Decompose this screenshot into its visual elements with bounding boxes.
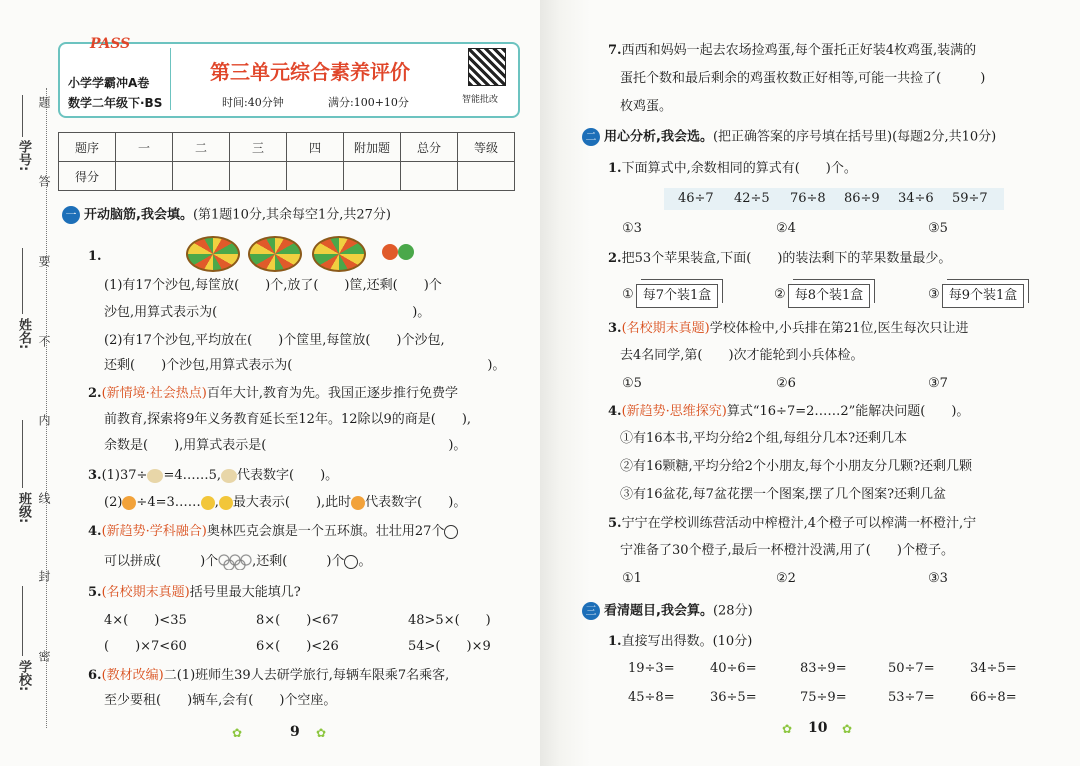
question-3-line2 bbox=[104, 494, 466, 512]
question-text: ,还剩( )个 bbox=[252, 554, 345, 569]
student-id-label: 学号: bbox=[16, 140, 31, 172]
question-2 bbox=[88, 385, 458, 403]
score-row-label: 得分 bbox=[59, 162, 116, 191]
seal-char: 密 bbox=[37, 650, 51, 662]
sprout-icon: ✿ bbox=[316, 726, 327, 740]
option[interactable]: ③7 bbox=[928, 376, 948, 391]
expression: 86÷9 bbox=[844, 191, 880, 206]
question-text: 枚鸡蛋。 bbox=[620, 99, 673, 114]
calc-item: 40÷6= bbox=[710, 661, 757, 676]
s2-question-5 bbox=[608, 515, 976, 533]
owl-icon bbox=[351, 496, 365, 510]
seal-char: 要 bbox=[37, 255, 51, 267]
option[interactable]: ② bbox=[774, 287, 786, 302]
brand-logo: PASS bbox=[90, 36, 131, 52]
question-text: 余数是( ),用算式表示是( )。 bbox=[104, 438, 467, 453]
calc-item: 83÷9= bbox=[800, 661, 847, 676]
box-option[interactable]: 每8个装1盒 bbox=[788, 284, 870, 308]
question-text: =4……5, bbox=[163, 468, 222, 483]
question-text: 沙包,用算式表示为( )。 bbox=[104, 305, 431, 320]
inequality-item: 54>( )×9 bbox=[408, 639, 491, 654]
question-text: 把53个苹果装盒,下面( )的装法剩下的苹果数量最少。 bbox=[621, 251, 952, 266]
question-number: 3. bbox=[608, 321, 622, 336]
sandbag-image bbox=[382, 244, 398, 260]
question-3-line1 bbox=[88, 467, 338, 485]
question-text: (1)37÷ bbox=[101, 468, 148, 483]
question-text: 学校体检中,小兵排在第21位,医生每次只让进 bbox=[709, 321, 969, 336]
seal-char: 线 bbox=[37, 492, 51, 504]
calc-item: 75÷9= bbox=[800, 690, 847, 705]
sprout-icon: ✿ bbox=[842, 722, 853, 736]
section-1-heading bbox=[62, 206, 391, 225]
section-note: (第1题10分,其余每空1分,共27分) bbox=[192, 207, 391, 223]
page-title: 第三单元综合素养评价 bbox=[210, 60, 410, 84]
question-text: 代表数字( )。 bbox=[237, 468, 339, 483]
option[interactable]: ① bbox=[622, 287, 634, 302]
monkey-icon bbox=[201, 496, 215, 510]
question-number: 6. bbox=[88, 668, 102, 683]
question-text: 百年大计,教育为先。我国正逐步推行免费学 bbox=[206, 386, 458, 401]
question-text: 代表数字( )。 bbox=[365, 495, 467, 510]
qr-label: 智能批改 bbox=[462, 95, 499, 105]
calc-item: 53÷7= bbox=[888, 690, 935, 705]
ring-icon bbox=[344, 555, 358, 569]
score-cell[interactable] bbox=[230, 162, 287, 191]
owl-icon bbox=[122, 496, 136, 510]
option[interactable]: ①3 bbox=[622, 221, 642, 236]
inequality-item: 8×( )<67 bbox=[256, 613, 339, 628]
section-3-heading bbox=[582, 602, 753, 621]
fill-line bbox=[22, 420, 23, 488]
sprout-icon: ✿ bbox=[782, 722, 793, 736]
s3-question-1 bbox=[608, 633, 752, 651]
question-text: (2) bbox=[104, 495, 123, 510]
box-option[interactable]: 每9个装1盒 bbox=[942, 284, 1024, 308]
option[interactable]: ②4 bbox=[776, 221, 796, 236]
question-number: 1. bbox=[608, 634, 622, 649]
option[interactable]: ②2 bbox=[776, 571, 796, 586]
score-cell[interactable] bbox=[458, 162, 515, 191]
question-number: 7. bbox=[608, 43, 622, 58]
option[interactable]: ③有16盆花,每7盆花摆一个图案,摆了几个图案?还剩几盆 bbox=[620, 487, 947, 502]
class-label: 班级: bbox=[16, 492, 31, 524]
section-2-heading bbox=[582, 128, 996, 147]
monkey-icon bbox=[219, 496, 233, 510]
sandbag-image bbox=[398, 244, 414, 260]
exam-score: 满分:100+10分 bbox=[328, 96, 409, 109]
question-5 bbox=[88, 584, 301, 602]
page-number-right: 10 bbox=[808, 720, 828, 736]
score-header: 二 bbox=[173, 133, 230, 162]
expression: 46÷7 bbox=[678, 191, 714, 206]
box-option[interactable]: 每7个装1盒 bbox=[636, 284, 718, 308]
section-number: 一 bbox=[62, 206, 80, 224]
question-text: 前教育,探索将9年义务教育延长至12年。12除以9的商是( ), bbox=[104, 412, 472, 427]
dog-icon bbox=[221, 469, 237, 483]
question-text: 可以拼成( )个 bbox=[104, 554, 219, 569]
fill-line bbox=[22, 586, 23, 656]
question-text: 宁准备了30个橙子,最后一杯橙汁没满,用了( )个橙子。 bbox=[620, 543, 954, 558]
option[interactable]: ①1 bbox=[622, 571, 642, 586]
question-text: 二(1)班师生39人去研学旅行,每辆车限乘7名乘客, bbox=[163, 668, 450, 683]
inequality-item: 6×( )<26 bbox=[256, 639, 339, 654]
s2-question-3 bbox=[608, 320, 969, 338]
inequality-item: 48>5×( ) bbox=[408, 613, 491, 628]
question-text: 蛋托个数和最后剩余的鸡蛋枚数正好相等,可能一共捡了( ) bbox=[620, 71, 986, 86]
option[interactable]: ①5 bbox=[622, 376, 642, 391]
score-cell[interactable] bbox=[173, 162, 230, 191]
question-text: 。 bbox=[358, 554, 372, 569]
name-label: 姓名: bbox=[16, 318, 31, 350]
qr-code[interactable] bbox=[468, 48, 506, 86]
question-number: 2. bbox=[88, 386, 102, 401]
section-number: 二 bbox=[582, 128, 600, 146]
inequality-item: 4×( )<35 bbox=[104, 613, 187, 628]
seal-char: 答 bbox=[37, 175, 51, 187]
s2-question-1 bbox=[608, 160, 857, 178]
question-tag: (新趋势·学科融合) bbox=[101, 524, 207, 539]
expression: 76÷8 bbox=[790, 191, 826, 206]
section-title: 开动脑筋,我会填。 bbox=[84, 207, 193, 223]
question-number: 1. bbox=[88, 249, 102, 264]
seal-char: 不 bbox=[37, 335, 51, 347]
series-name: 小学学霸冲A卷 bbox=[68, 76, 150, 90]
section-note: (把正确答案的序号填在括号里)(每题2分,共10分) bbox=[712, 129, 997, 145]
page-number-left: 9 bbox=[290, 724, 300, 740]
score-cell[interactable] bbox=[116, 162, 173, 191]
s2-question-4 bbox=[608, 403, 969, 421]
question-text: 算式“16÷7=2……2”能解决问题( )。 bbox=[726, 404, 970, 419]
page-fold bbox=[540, 0, 590, 766]
s2-question-2 bbox=[608, 250, 951, 268]
question-text: 直接写出得数。(10分) bbox=[621, 634, 753, 649]
option[interactable]: ②6 bbox=[776, 376, 796, 391]
calc-item: 66÷8= bbox=[970, 690, 1017, 705]
question-6 bbox=[88, 667, 449, 685]
question-text: , bbox=[214, 495, 219, 510]
question-number: 4. bbox=[608, 404, 622, 419]
seal-char: 封 bbox=[37, 570, 51, 582]
question-text: 还剩( )个沙包,用算式表示为( )。 bbox=[104, 358, 506, 373]
question-4-line2 bbox=[104, 553, 371, 571]
fill-line bbox=[22, 95, 23, 137]
question-number: 1. bbox=[608, 161, 622, 176]
question-text: 括号里最大能填几? bbox=[189, 585, 301, 600]
question-tag: (名校期末真题) bbox=[621, 321, 710, 336]
subject-grade: 数学二年级下·BS bbox=[68, 96, 163, 110]
calc-item: 36÷5= bbox=[710, 690, 757, 705]
question-text: ÷4=3…… bbox=[136, 495, 201, 510]
question-text: 至少要租( )辆车,会有( )个空座。 bbox=[104, 693, 337, 708]
section-title: 用心分析,我会选。 bbox=[604, 129, 713, 145]
score-header: 四 bbox=[287, 133, 344, 162]
question-text: 奥林匹克会旗是一个五环旗。壮壮用27个 bbox=[206, 524, 445, 539]
question-text: (1)有17个沙包,每筐放( )个,放了( )筐,还剩( )个 bbox=[104, 278, 442, 293]
expression: 42÷5 bbox=[734, 191, 770, 206]
seal-char: 题 bbox=[37, 96, 51, 108]
option[interactable]: ③ bbox=[928, 287, 940, 302]
score-table bbox=[58, 132, 515, 191]
question-7 bbox=[608, 42, 976, 60]
question-number: 3. bbox=[88, 468, 102, 483]
question-4-line1 bbox=[88, 523, 458, 541]
score-header: 题序 bbox=[59, 133, 116, 162]
option[interactable]: ②有16颗糖,平均分给2个小朋友,每个小朋友分几颗?还剩几颗 bbox=[620, 459, 973, 474]
calc-item: 34÷5= bbox=[970, 661, 1017, 676]
section-title: 看清题目,我会算。 bbox=[604, 603, 713, 619]
score-cell[interactable] bbox=[287, 162, 344, 191]
header-banner bbox=[58, 36, 520, 118]
calc-item: 19÷3= bbox=[628, 661, 675, 676]
score-header: 等级 bbox=[458, 133, 515, 162]
section-note: (28分) bbox=[712, 603, 753, 619]
question-number: 5. bbox=[608, 516, 622, 531]
question-number: 4. bbox=[88, 524, 102, 539]
question-tag: (教材改编) bbox=[101, 668, 164, 683]
olympic-rings-icon bbox=[218, 554, 252, 570]
basket-image bbox=[186, 236, 240, 272]
question-tag: (新情境·社会热点) bbox=[101, 386, 207, 401]
inequality-item: ( )×7<60 bbox=[104, 639, 187, 654]
expression: 34÷6 bbox=[898, 191, 934, 206]
question-text: 下面算式中,余数相同的算式有( )个。 bbox=[621, 161, 857, 176]
fill-line bbox=[22, 248, 23, 314]
dog-icon bbox=[147, 469, 163, 483]
question-text: (2)有17个沙包,平均放在( )个筐里,每筐放( )个沙包, bbox=[104, 333, 445, 348]
option[interactable]: ③5 bbox=[928, 221, 948, 236]
option[interactable]: ①有16本书,平均分给2个组,每组分几本?还剩几本 bbox=[620, 431, 908, 446]
exam-time: 时间:40分钟 bbox=[222, 96, 284, 109]
option[interactable]: ③3 bbox=[928, 571, 948, 586]
calc-item: 45÷8= bbox=[628, 690, 675, 705]
score-header: 三 bbox=[230, 133, 287, 162]
question-number: 2. bbox=[608, 251, 622, 266]
question-tag: (新趋势·思维探究) bbox=[621, 404, 727, 419]
score-header: 一 bbox=[116, 133, 173, 162]
basket-image bbox=[248, 236, 302, 272]
sprout-icon: ✿ bbox=[232, 726, 243, 740]
calc-item: 50÷7= bbox=[888, 661, 935, 676]
header-divider bbox=[170, 48, 171, 110]
question-text: 宁宁在学校训练营活动中榨橙汁,4个橙子可以榨满一杯橙汁,宁 bbox=[621, 516, 977, 531]
score-cell[interactable] bbox=[401, 162, 458, 191]
question-text: 西西和妈妈一起去农场捡鸡蛋,每个蛋托正好装4枚鸡蛋,装满的 bbox=[621, 43, 977, 58]
basket-image bbox=[312, 236, 366, 272]
school-label: 学校: bbox=[16, 660, 31, 692]
section-number: 三 bbox=[582, 602, 600, 620]
seal-char: 内 bbox=[37, 414, 51, 426]
score-header: 总分 bbox=[401, 133, 458, 162]
expression: 59÷7 bbox=[952, 191, 988, 206]
ring-icon bbox=[444, 525, 458, 539]
score-cell[interactable] bbox=[344, 162, 401, 191]
question-number: 5. bbox=[88, 585, 102, 600]
question-text: 去4名同学,第( )次才能轮到小兵体检。 bbox=[620, 348, 864, 363]
question-tag: (名校期末真题) bbox=[101, 585, 190, 600]
score-header: 附加题 bbox=[344, 133, 401, 162]
question-text: 最大表示( ),此时 bbox=[232, 495, 352, 510]
